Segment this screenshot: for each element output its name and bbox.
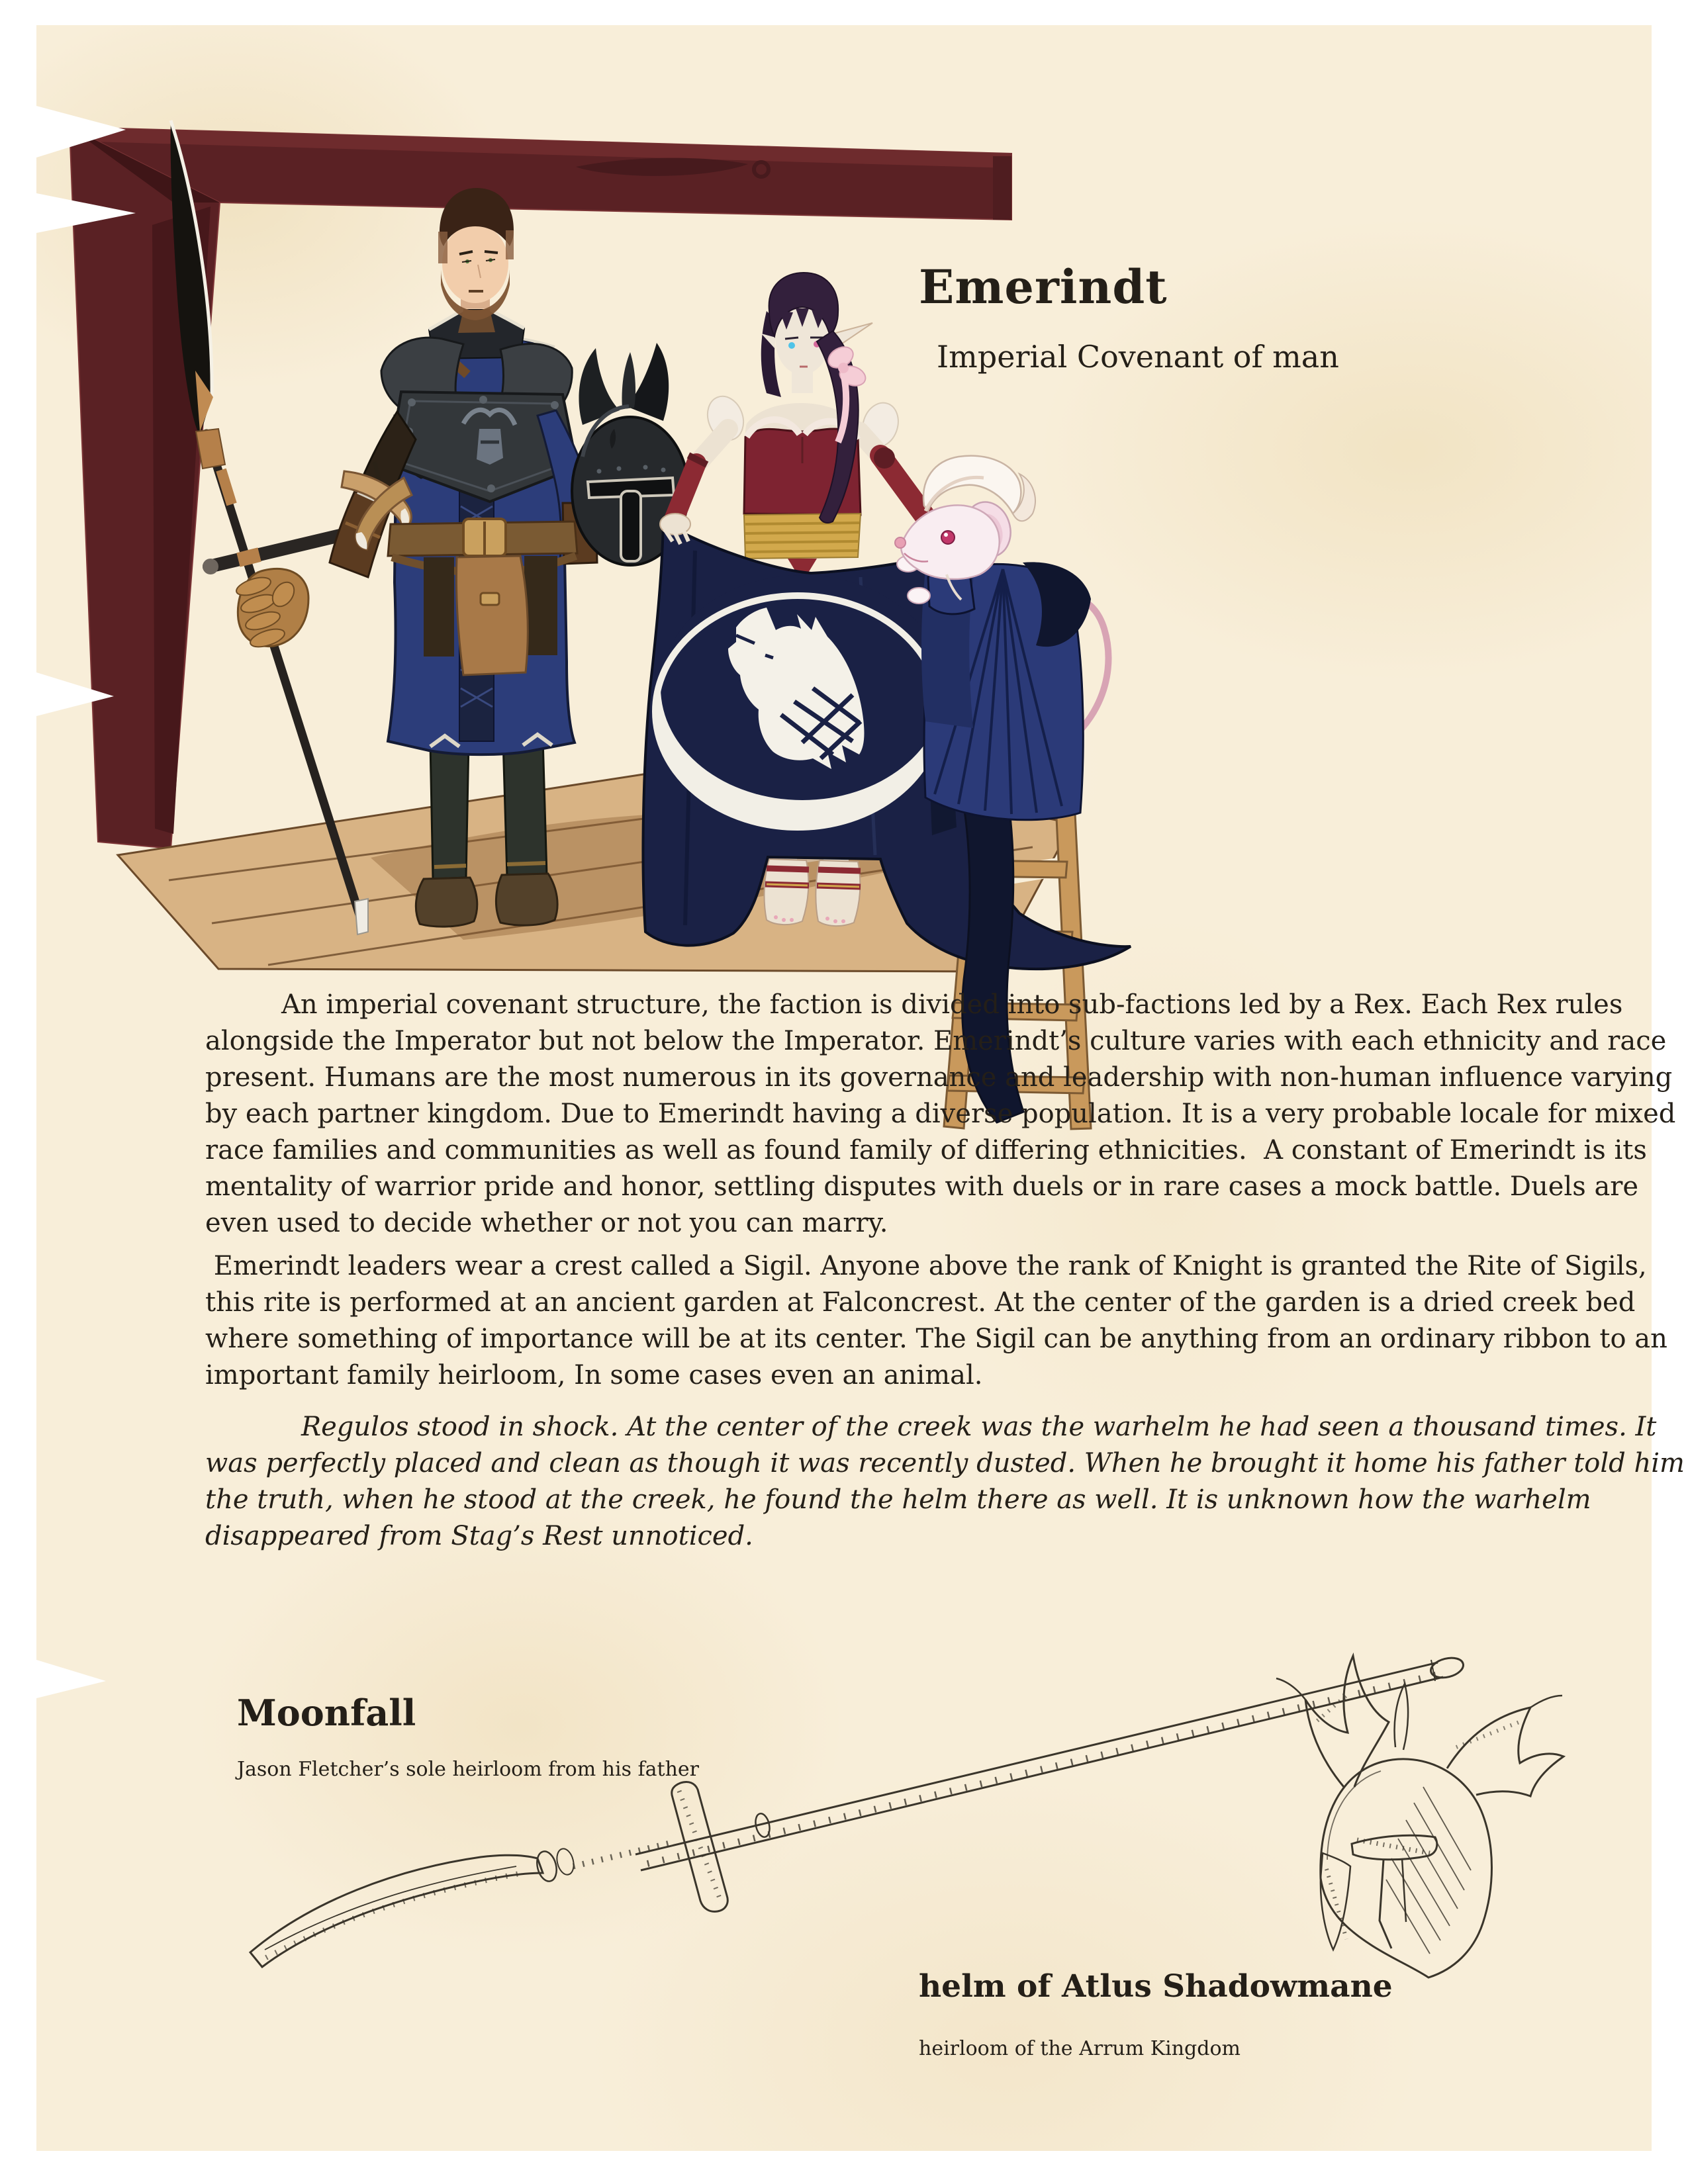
body-line: mentality of warrior pride and honor, settling disputes with duels or in rare cases a mock battle. Duels are [205,1171,1639,1202]
wolf-moon-emblem [655,575,944,827]
paragraph-faction-structure [205,987,1676,1242]
helm-hatching [1386,1787,1471,1954]
page-subtitle: Imperial Covenant of man [937,339,1339,375]
body-line: even used to decide whether or not you can marry. [205,1208,888,1238]
body-line: was perfectly placed and clean as though it was recently dusted. When he brought it home his father told him [205,1448,1685,1479]
paragraph-regulos-story [205,1409,1685,1555]
body-line: Emerindt leaders wear a crest called a Sigil. Anyone above the rank of Knight is granted the Rite of Sigils, [205,1251,1647,1281]
body-line: Regulos stood in shock. At the center of the creek was the warhelm he had seen a thousand times. It [301,1412,1657,1442]
body-line: present. Humans are the most numerous in its governance and leadership with non-human influence varying [205,1062,1673,1093]
body-line: this rite is performed at an ancient garden at Falconcrest. At the center of the garden is a dried creek bed [205,1287,1636,1318]
paragraph-sigils [205,1248,1667,1394]
mouse-character [895,456,1108,820]
body-line: the truth, when he stood at the creek, he found the helm there as well. It is unknown how the warhelm [205,1484,1591,1515]
atlus-helm-sketch [1276,1656,1564,1978]
helm-caption: heirloom of the Arrum Kingdom [919,2037,1241,2060]
page-title: Emerindt [919,259,1168,314]
body-line: where something of importance will be at its center. The Sigil can be anything from an ordinary ribbon to an [205,1324,1667,1354]
moonfall-spear-sketch [250,1655,1466,1967]
body-line: disappeared from Stag’s Rest unnoticed. [205,1521,753,1551]
helm-heading: helm of Atlus Shadowmane [919,1968,1393,2005]
body-line: An imperial covenant structure, the faction is divided into sub-factions led by a Rex. Each Rex rules [281,989,1623,1020]
body-line: by each partner kingdom. Due to Emerindt having a diverse population. It is a very probable locale for mixed [205,1099,1676,1129]
moonfall-heading: Moonfall [237,1692,416,1734]
body-line: alongside the Imperator but not below the Imperator. Emerindt’s culture varies with each ethnicity and race [205,1026,1667,1056]
body-line: race families and communities as well as found family of differing ethnicities. A constant of Emerindt is its [205,1135,1647,1165]
moonfall-caption: Jason Fletcher’s sole heirloom from his father [237,1758,699,1781]
body-line: important family heirloom, In some cases even an animal. [205,1360,983,1390]
